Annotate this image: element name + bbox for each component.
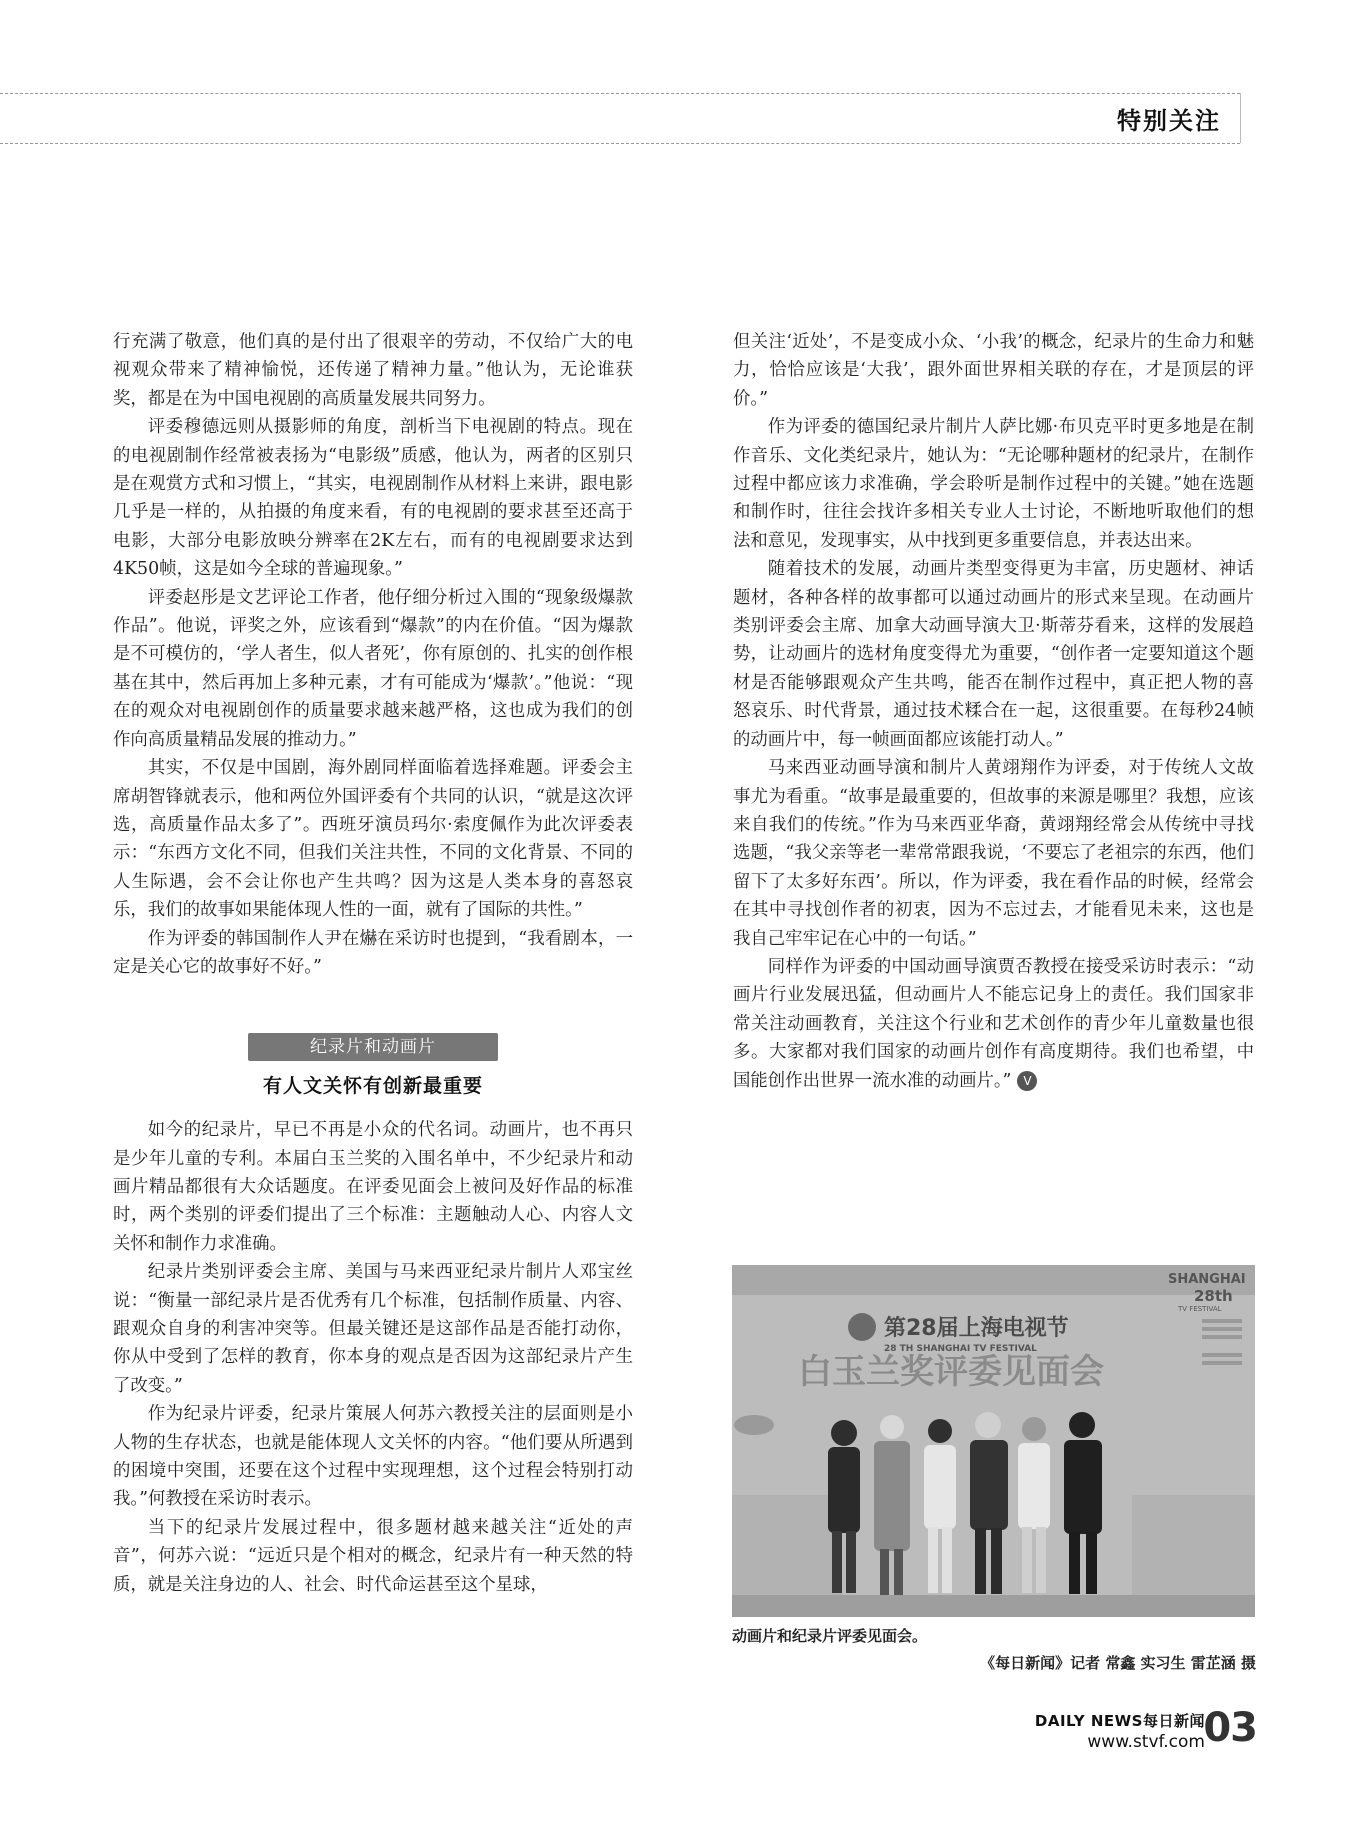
article-paragraph: 评委穆德远则从摄影师的角度，剖析当下电视剧的特点。现在的电视剧制作经常被表扬为“电影级”质感，他认为，两者的区别只是在观赏方式和习惯上，“其实，电视剧制作从材料上来讲，跟电影几乎是一样的，从拍摄的角度来看，有的电视剧的要求甚至还高于电影，大部分电影放映分辨率在2K左右，而有的电视剧要求达到4K50帧，这是如今全球的普遍现象。” [113,417,633,580]
end-mark-icon: V [1017,1071,1037,1091]
article-paragraph: 纪录片类别评委会主席、美国与马来西亚纪录片制片人邓宝丝说：“衡量一部纪录片是否优秀有几个标准，包括制作质量、内容、跟观众自身的利害冲突等。但最关键还是这部作品是否能打动你，你从中受到了怎样的教育，你本身的观点是否因为这部纪录片产生了改变。” [113,1262,633,1396]
corner-festival: TV FESTIVAL [1178,1305,1222,1313]
backdrop-title: 第28届上海电视节 [884,1316,1069,1341]
event-photo-illustration [732,1265,1255,1617]
sponsor-line [1202,1353,1242,1357]
article-paragraph: 当下的纪录片发展过程中，很多题材越来越关注“近处的声音”，何苏六说：“远近只是个相对的概念，纪录片有一种天然的特质，就是关注身边的人、社会、时代命运甚至这个星球， [113,1517,633,1595]
article-paragraph: 行充满了敬意，他们真的是付出了很艰辛的劳动，不仅给广大的电视观众带来了精神愉悦，还传递了精神力量。”他认为，无论谁获奖，都是在为中国电视剧的高质量发展共同努力。 [113,332,633,409]
photo-floor [732,1595,1255,1617]
corner-city: SHANGHAI [1168,1272,1246,1287]
sponsor-line [1202,1335,1242,1339]
sponsor-line [1202,1361,1242,1365]
header-top-rule [0,93,1240,94]
backdrop-subtitle: 28 TH SHANGHAI TV FESTIVAL [884,1344,1037,1354]
footer-brand: DAILY NEWS每日新闻 [1034,1712,1205,1730]
article-paragraph: 作为评委的德国纪录片制片人萨比娜·布贝克平时更多地是在制作音乐、文化类纪录片，她认为：“无论哪种题材的纪录片，在制作过程中都应该力求准确，学会聆听是制作过程中的关键。”她在选题和制作时，往往会找许多相关专业人士讨论，不断地听取他们的想法和意见，发现事实，从中找到更多重要信息，并表达出来。 [733,417,1254,551]
header-bottom-rule [0,143,1240,144]
article-last-text: 同样作为评委的中国动画导演贾否教授在接受采访时表示：“动画片行业发展迅猛，但动画片人不能忘记身上的责任。我们国家非常关注动画教育，关注这个行业和艺术创作的青少年儿童数量也很多。大家都对我们国家的动画片创作有高度期待。我们也希望，中国能创作出世界一流水准的动画片。” [733,956,1254,1091]
sponsor-logo-icon [734,1415,774,1435]
subhead-container [113,1033,633,1061]
footer-url[interactable]: www.stvf.com [1087,1732,1205,1752]
article-paragraph-last [733,953,1254,1095]
photo-credit: 《每日新闻》记者 常鑫 实习生 雷芷涵 摄 [980,1654,1256,1672]
page-number: 03 [1203,1705,1257,1751]
right-column [733,328,1254,1095]
footer-brand-block [1035,1710,1205,1752]
sponsor-line [1202,1319,1242,1323]
subhead-bar: 纪录片和动画片 [248,1033,498,1061]
article-paragraph: 马来西亚动画导演和制片人黄翊翔作为评委，对于传统人文故事尤为看重。“故事是最重要的，但故事的来源是哪里？我想，应该来自我们的传统。”作为马来西亚华裔，黄翊翔经常会从传统中寻找选题，“我父亲等老一辈常常跟我说，‘不要忘了老祖宗的东西，他们留下了太多好东西’。所以，作为评委，我在看作品的时候，经常会在其中寻找创作者的初衷，因为不忘过去，才能看见未来，这也是我自己牢牢记在心中的一句话。” [733,758,1254,949]
article-paragraph: 作为纪录片评委，纪录片策展人何苏六教授关注的层面则是小人物的生存状态，也就是能体现人文关怀的内容。“他们要从所遇到的困境中突围，还要在这个过程中实现理想，这个过程会特别打动我。”何教授在采访时表示。 [113,1404,633,1510]
article-paragraph: 作为评委的韩国制作人尹在爀在采访时也提到，“我看剧本，一定是关心它的故事好不好。” [113,928,633,977]
article-paragraph: 但关注‘近处’，不是变成小众、‘小我’的概念，纪录片的生命力和魅力，恰恰应该是‘大我’，跟外面世界相关联的存在，才是顶层的评价。” [733,332,1254,409]
backdrop-big-text: 白玉兰奖评委见面会 [798,1352,1104,1392]
header-vertical-rule [1240,93,1241,143]
left-column [113,328,633,1599]
festival-logo-icon [848,1313,876,1341]
section-headline: 有人文关怀有创新最重要 [262,1074,483,1097]
section-title: 特别关注 [1117,107,1221,135]
corner-edition: 28th [1194,1287,1233,1305]
sponsor-line [1202,1327,1242,1331]
photo-caption: 动画片和纪录片评委见面会。 [732,1627,928,1645]
event-photo [732,1265,1255,1617]
article-paragraph: 随着技术的发展，动画片类型变得更为丰富，历史题材、神话题材，各种各样的故事都可以通过动画片的形式来呈现。在动画片类别评委会主席、加拿大动画导演大卫·斯蒂芬看来，这样的发展趋势，让动画片的选材角度变得尤为重要，“创作者一定要知道这个题材是否能够跟观众产生共鸣，能否在制作过程中，真正把人物的喜怒哀乐、时代背景，通过技术糅合在一起，这很重要。在每秒24帧的动画片中，每一帧画面都应该能打动人。” [733,559,1254,750]
article-paragraph: 评委赵彤是文艺评论工作者，他仔细分析过入围的“现象级爆款作品”。他说，评奖之外，应该看到“爆款”的内在价值。“因为爆款是不可模仿的，‘学人者生，似人者死’，你有原创的、扎实的创作根基在其中，然后再加上多种元素，才有可能成为‘爆款’。”他说：“现在的观众对电视剧创作的质量要求越来越严格，这也成为我们的创作向高质量精品发展的推动力。” [113,587,633,750]
article-paragraph: 如今的纪录片，早已不再是小众的代名词。动画片，也不再只是少年儿童的专利。本届白玉兰奖的入围名单中，不少纪录片和动画片精品都很有大众话题度。在评委见面会上被问及好作品的标准时，两个类别的评委们提出了三个标准：主题触动人心、内容人文关怀和制作力求准确。 [113,1120,633,1254]
article-paragraph: 其实，不仅是中国剧，海外剧同样面临着选择难题。评委会主席胡智锋就表示，他和两位外国评委有个共同的认识，“就是这次评选，高质量作品太多了”。西班牙演员玛尔·索度佩作为此次评委表示：“东西方文化不同，但我们关注共性，不同的文化背景、不同的人生际遇，会不会让你也产生共鸣？因为这是人类本身的喜怒哀乐，我们的故事如果能体现人性的一面，就有了国际的共性。” [113,758,633,921]
